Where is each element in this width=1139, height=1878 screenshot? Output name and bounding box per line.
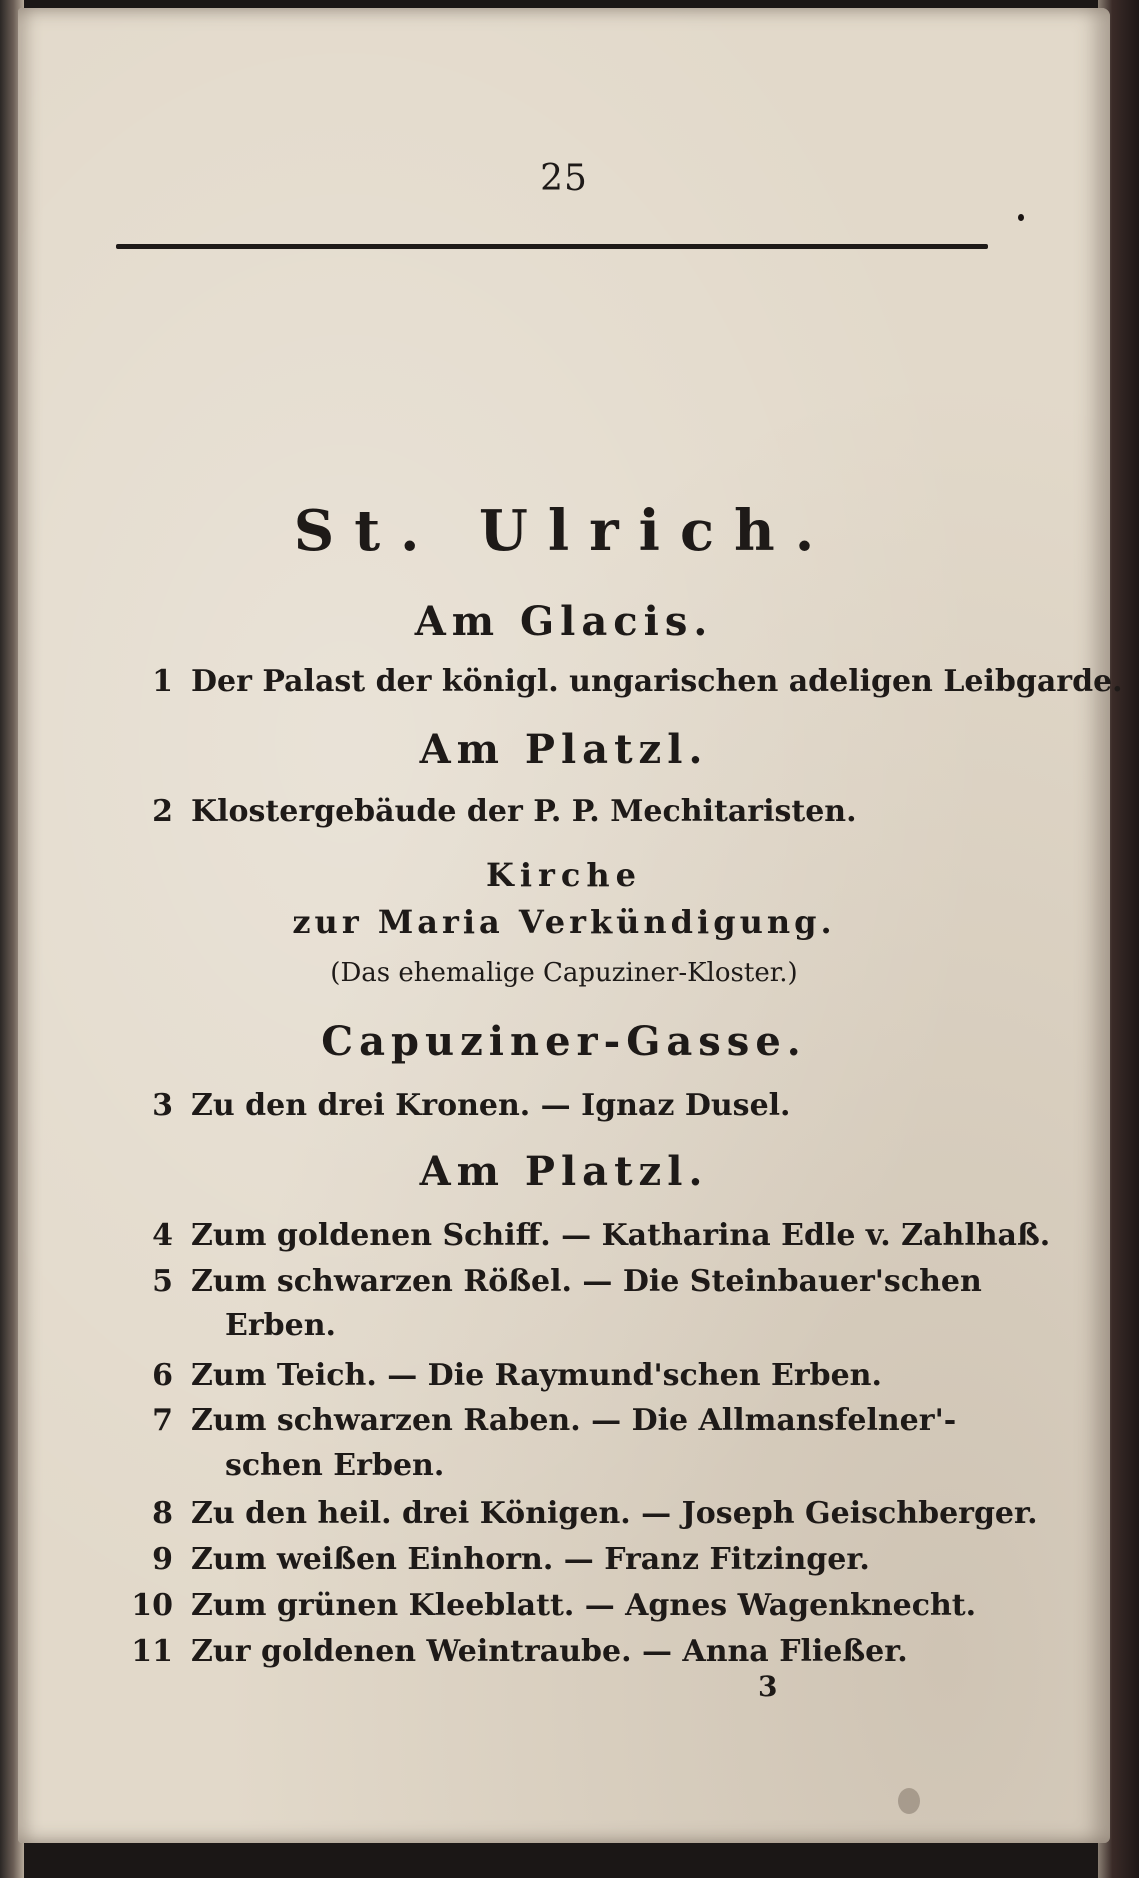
parish-title: St. Ulrich.: [293, 498, 835, 564]
entry-number: 3: [152, 1088, 173, 1123]
entry-text: Zum schwarzen Rößel. — Die Steinbauer'schen: [191, 1264, 982, 1299]
entry-1: [118, 664, 1123, 699]
entry-number: 4: [152, 1218, 173, 1253]
entry-number: 10: [131, 1588, 173, 1623]
entry-11: [118, 1634, 1018, 1669]
entry-text: Klostergebäude der P. P. Mechitaristen.: [191, 794, 857, 829]
ink-speck: [1018, 214, 1024, 221]
entry-5: [118, 1264, 1018, 1299]
entry-number: 9: [152, 1542, 173, 1577]
entry-7-continuation: schen Erben.: [225, 1448, 445, 1483]
entry-4: [118, 1218, 1051, 1253]
entry-9: [118, 1542, 1018, 1577]
entry-number: 1: [152, 664, 173, 699]
entry-8: [118, 1496, 1038, 1531]
section-heading-glacis: Am Glacis.: [414, 598, 714, 645]
entry-text: Zur goldenen Weintraube. — Anna Fließer.: [191, 1634, 908, 1669]
signature-mark: 3: [758, 1670, 778, 1703]
entry-text: Zum schwarzen Raben. — Die Allmansfelner'-: [191, 1403, 957, 1438]
entry-6: [118, 1358, 1018, 1393]
entry-text: Zum weißen Einhorn. — Franz Fitzinger.: [191, 1542, 870, 1577]
entry-5-continuation: Erben.: [225, 1308, 336, 1343]
entry-7: [118, 1403, 1018, 1438]
entry-2: [118, 794, 1018, 829]
section-heading-capuziner-gasse: Capuziner-Gasse.: [321, 1018, 807, 1065]
entry-10: [118, 1588, 1018, 1623]
entry-text: Zu den heil. drei Königen. — Joseph Geischberger.: [191, 1496, 1038, 1531]
stain-spot: [898, 1788, 920, 1814]
church-title: Kirche: [486, 856, 642, 894]
entry-number: 11: [131, 1634, 173, 1669]
entry-text: Zum goldenen Schiff. — Katharina Edle v. Zahlhaß.: [191, 1218, 1051, 1253]
entry-text: Zu den drei Kronen. — Ignaz Dusel.: [191, 1088, 791, 1123]
entry-3: [118, 1088, 1018, 1123]
entry-text: Zum grünen Kleeblatt. — Agnes Wagenknecht.: [191, 1588, 977, 1623]
section-heading-platzl-2: Am Platzl.: [419, 1148, 709, 1195]
paper-sheet: [18, 8, 1123, 1843]
entry-number: 8: [152, 1496, 173, 1531]
entry-number: 7: [152, 1403, 173, 1438]
church-note: (Das ehemalige Capuziner-Kloster.): [330, 958, 798, 988]
entry-number: 2: [152, 794, 173, 829]
entry-text: Zum Teich. — Die Raymund'schen Erben.: [191, 1358, 882, 1393]
entry-number: 6: [152, 1358, 173, 1393]
entry-number: 5: [152, 1264, 173, 1299]
entry-text: Der Palast der königl. ungarischen adeligen Leibgarde.: [191, 664, 1123, 699]
header-rule: [116, 244, 988, 249]
section-heading-platzl-1: Am Platzl.: [419, 726, 709, 773]
page-number: 25: [540, 158, 588, 199]
church-dedication: zur Maria Verkündigung.: [292, 903, 836, 941]
